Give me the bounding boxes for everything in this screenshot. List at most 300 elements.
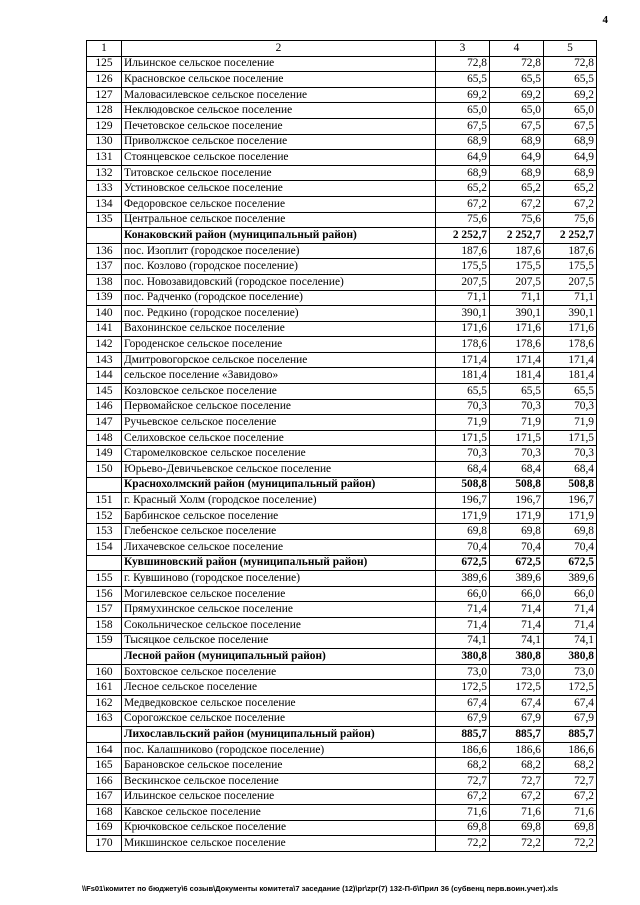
value-col3: 69,8 [436, 524, 490, 540]
row-number: 170 [87, 836, 122, 852]
table-row [87, 493, 597, 509]
value-col4: 172,5 [490, 680, 544, 696]
settlement-name: Прямухинское сельское поселение [122, 602, 436, 618]
value-col3: 380,8 [436, 649, 490, 665]
value-col3: 69,8 [436, 820, 490, 836]
table-row [87, 773, 597, 789]
value-col3: 67,2 [436, 789, 490, 805]
value-col4: 69,2 [490, 87, 544, 103]
value-col3: 70,3 [436, 399, 490, 415]
value-col4: 67,9 [490, 711, 544, 727]
value-col4: 71,1 [490, 290, 544, 306]
value-col3: 65,2 [436, 181, 490, 197]
row-number: 160 [87, 664, 122, 680]
table-row [87, 602, 597, 618]
row-number: 164 [87, 742, 122, 758]
district-total-row [87, 228, 597, 244]
settlement-name: Вескинское сельское поселение [122, 773, 436, 789]
row-number: 156 [87, 586, 122, 602]
header-cell-3: 3 [436, 41, 490, 57]
value-col3: 72,7 [436, 773, 490, 789]
row-number: 157 [87, 602, 122, 618]
value-col5: 65,2 [544, 181, 597, 197]
settlement-name: пос. Козлово (городское поселение) [122, 259, 436, 275]
row-number: 148 [87, 430, 122, 446]
settlement-name: Лесной район (муниципальный район) [122, 649, 436, 665]
value-col5: 207,5 [544, 274, 597, 290]
value-col4: 69,8 [490, 820, 544, 836]
value-col3: 72,8 [436, 56, 490, 72]
settlement-name: Лихославльский район (муниципальный район) [122, 727, 436, 743]
table-row [87, 352, 597, 368]
district-total-row [87, 727, 597, 743]
value-col5: 66,0 [544, 586, 597, 602]
value-col3: 65,5 [436, 72, 490, 88]
row-number: 165 [87, 758, 122, 774]
row-number: 142 [87, 337, 122, 353]
settlement-name: Устиновское сельское поселение [122, 181, 436, 197]
settlement-name: Федоровское сельское поселение [122, 196, 436, 212]
value-col5: 68,2 [544, 758, 597, 774]
value-col5: 380,8 [544, 649, 597, 665]
table-row [87, 462, 597, 478]
table-row [87, 617, 597, 633]
value-col4: 75,6 [490, 212, 544, 228]
value-col5: 71,4 [544, 602, 597, 618]
row-number: 166 [87, 773, 122, 789]
settlement-name: Ильинское сельское поселение [122, 789, 436, 805]
table-row [87, 150, 597, 166]
row-number: 134 [87, 196, 122, 212]
value-col3: 72,2 [436, 836, 490, 852]
settlement-name: Центральное сельское поселение [122, 212, 436, 228]
value-col4: 72,8 [490, 56, 544, 72]
table-row [87, 633, 597, 649]
value-col4: 74,1 [490, 633, 544, 649]
row-number: 140 [87, 306, 122, 322]
value-col4: 171,6 [490, 321, 544, 337]
settlement-name: Глебенское сельское поселение [122, 524, 436, 540]
value-col5: 67,4 [544, 695, 597, 711]
district-total-row [87, 477, 597, 493]
table-row [87, 196, 597, 212]
table-row [87, 415, 597, 431]
settlement-name: Ильинское сельское поселение [122, 56, 436, 72]
settlement-name: Козловское сельское поселение [122, 384, 436, 400]
value-col4: 68,2 [490, 758, 544, 774]
row-number: 155 [87, 571, 122, 587]
value-col4: 885,7 [490, 727, 544, 743]
value-col5: 2 252,7 [544, 228, 597, 244]
table-row [87, 368, 597, 384]
table-row [87, 243, 597, 259]
table-row [87, 695, 597, 711]
value-col3: 68,2 [436, 758, 490, 774]
table-row [87, 337, 597, 353]
file-path-footer: \\Fs01\комитет по бюджету\6 созыв\Документы комитета\7 заседание (12)\pr\zpr(7) 132-П-б\Прил 36 (субвенц перв.воин.учет).xls [81, 884, 559, 893]
table-row [87, 758, 597, 774]
value-col4: 508,8 [490, 477, 544, 493]
value-col4: 69,8 [490, 524, 544, 540]
settlement-name: Крючковское сельское поселение [122, 820, 436, 836]
value-col3: 207,5 [436, 274, 490, 290]
value-col5: 71,1 [544, 290, 597, 306]
row-number: 125 [87, 56, 122, 72]
row-number [87, 555, 122, 571]
header-row [87, 41, 597, 57]
value-col5: 885,7 [544, 727, 597, 743]
value-col3: 171,4 [436, 352, 490, 368]
value-col5: 178,6 [544, 337, 597, 353]
settlement-name: Лихачевское сельское поселение [122, 540, 436, 556]
value-col5: 72,8 [544, 56, 597, 72]
table-row [87, 820, 597, 836]
table-row [87, 259, 597, 275]
value-col4: 171,9 [490, 508, 544, 524]
table-row [87, 103, 597, 119]
value-col3: 65,0 [436, 103, 490, 119]
table-row [87, 181, 597, 197]
value-col5: 72,7 [544, 773, 597, 789]
row-number: 129 [87, 118, 122, 134]
value-col4: 390,1 [490, 306, 544, 322]
row-number: 141 [87, 321, 122, 337]
value-col3: 65,5 [436, 384, 490, 400]
table-row [87, 118, 597, 134]
value-col5: 508,8 [544, 477, 597, 493]
value-col5: 69,8 [544, 820, 597, 836]
settlement-name: г. Кувшиново (городское поселение) [122, 571, 436, 587]
value-col4: 68,9 [490, 165, 544, 181]
row-number: 159 [87, 633, 122, 649]
settlement-name: Краснохолмский район (муниципальный район) [122, 477, 436, 493]
value-col3: 71,4 [436, 617, 490, 633]
value-col4: 71,9 [490, 415, 544, 431]
value-col3: 181,4 [436, 368, 490, 384]
table-row [87, 165, 597, 181]
settlement-name: Юрьево-Девичьевское сельское поселение [122, 462, 436, 478]
table-row [87, 586, 597, 602]
table-row [87, 274, 597, 290]
value-col3: 67,5 [436, 118, 490, 134]
value-col4: 70,3 [490, 399, 544, 415]
value-col3: 68,9 [436, 134, 490, 150]
settlement-name: Тысяцкое сельское поселение [122, 633, 436, 649]
settlement-name: Бохтовское сельское поселение [122, 664, 436, 680]
value-col4: 65,2 [490, 181, 544, 197]
value-col4: 73,0 [490, 664, 544, 680]
value-col4: 71,6 [490, 805, 544, 821]
row-number: 152 [87, 508, 122, 524]
value-col4: 672,5 [490, 555, 544, 571]
row-number: 133 [87, 181, 122, 197]
settlement-name: Могилевское сельское поселение [122, 586, 436, 602]
value-col3: 2 252,7 [436, 228, 490, 244]
settlement-name: сельское поселение «Завидово» [122, 368, 436, 384]
value-col5: 65,0 [544, 103, 597, 119]
value-col5: 67,2 [544, 789, 597, 805]
row-number: 150 [87, 462, 122, 478]
value-col5: 72,2 [544, 836, 597, 852]
table-row [87, 540, 597, 556]
settlement-name: Кувшиновский район (муниципальный район) [122, 555, 436, 571]
row-number: 161 [87, 680, 122, 696]
value-col5: 68,9 [544, 134, 597, 150]
row-number: 153 [87, 524, 122, 540]
row-number [87, 727, 122, 743]
settlement-name: пос. Редкино (городское поселение) [122, 306, 436, 322]
table-row [87, 508, 597, 524]
row-number [87, 649, 122, 665]
value-col5: 65,5 [544, 384, 597, 400]
value-col3: 68,4 [436, 462, 490, 478]
table-row [87, 72, 597, 88]
header-cell-1: 1 [87, 41, 122, 57]
value-col5: 187,6 [544, 243, 597, 259]
row-number: 163 [87, 711, 122, 727]
value-col3: 74,1 [436, 633, 490, 649]
value-col5: 390,1 [544, 306, 597, 322]
value-col4: 70,4 [490, 540, 544, 556]
settlement-name: Микшинское сельское поселение [122, 836, 436, 852]
value-col5: 186,6 [544, 742, 597, 758]
row-number: 145 [87, 384, 122, 400]
value-col4: 68,9 [490, 134, 544, 150]
value-col4: 181,4 [490, 368, 544, 384]
value-col5: 71,9 [544, 415, 597, 431]
row-number: 146 [87, 399, 122, 415]
value-col3: 71,1 [436, 290, 490, 306]
value-col3: 187,6 [436, 243, 490, 259]
header-cell-5: 5 [544, 41, 597, 57]
table-row [87, 290, 597, 306]
row-number: 135 [87, 212, 122, 228]
value-col4: 196,7 [490, 493, 544, 509]
value-col4: 2 252,7 [490, 228, 544, 244]
settlement-name: Сорогожское сельское поселение [122, 711, 436, 727]
value-col3: 75,6 [436, 212, 490, 228]
value-col5: 74,1 [544, 633, 597, 649]
header-cell-2: 2 [122, 41, 436, 57]
settlement-name: Конаковский район (муниципальный район) [122, 228, 436, 244]
settlement-name: Старомелковское сельское поселение [122, 446, 436, 462]
table-row [87, 212, 597, 228]
row-number: 128 [87, 103, 122, 119]
table-row [87, 836, 597, 852]
row-number: 136 [87, 243, 122, 259]
settlement-name: Кавское сельское поселение [122, 805, 436, 821]
value-col3: 171,6 [436, 321, 490, 337]
settlement-name: Барановское сельское поселение [122, 758, 436, 774]
settlement-name: г. Красный Холм (городское поселение) [122, 493, 436, 509]
header-cell-4: 4 [490, 41, 544, 57]
settlement-name: Селиховское сельское поселение [122, 430, 436, 446]
settlement-name: Сокольническое сельское поселение [122, 617, 436, 633]
value-col5: 71,4 [544, 617, 597, 633]
value-col5: 175,5 [544, 259, 597, 275]
district-total-row [87, 649, 597, 665]
value-col5: 172,5 [544, 680, 597, 696]
value-col3: 390,1 [436, 306, 490, 322]
row-number: 162 [87, 695, 122, 711]
settlement-name: Первомайское сельское поселение [122, 399, 436, 415]
value-col4: 68,4 [490, 462, 544, 478]
value-col4: 65,5 [490, 72, 544, 88]
row-number: 149 [87, 446, 122, 462]
value-col5: 171,5 [544, 430, 597, 446]
settlement-name: Стоянцевское сельское поселение [122, 150, 436, 166]
value-col5: 68,9 [544, 165, 597, 181]
settlement-name: Красновское сельское поселение [122, 72, 436, 88]
row-number: 169 [87, 820, 122, 836]
value-col3: 70,4 [436, 540, 490, 556]
table-row [87, 321, 597, 337]
row-number: 147 [87, 415, 122, 431]
table-row [87, 306, 597, 322]
value-col3: 186,6 [436, 742, 490, 758]
settlement-name: пос. Новозавидовский (городское поселение) [122, 274, 436, 290]
row-number: 126 [87, 72, 122, 88]
value-col5: 75,6 [544, 212, 597, 228]
settlement-name: Медведковское сельское поселение [122, 695, 436, 711]
row-number: 144 [87, 368, 122, 384]
value-col5: 73,0 [544, 664, 597, 680]
table-row [87, 711, 597, 727]
value-col5: 69,2 [544, 87, 597, 103]
row-number: 127 [87, 87, 122, 103]
value-col3: 172,5 [436, 680, 490, 696]
value-col4: 178,6 [490, 337, 544, 353]
value-col5: 69,8 [544, 524, 597, 540]
row-number: 131 [87, 150, 122, 166]
value-col4: 70,3 [490, 446, 544, 462]
value-col4: 65,0 [490, 103, 544, 119]
value-col4: 187,6 [490, 243, 544, 259]
table-row [87, 805, 597, 821]
row-number [87, 228, 122, 244]
value-col5: 70,4 [544, 540, 597, 556]
value-col3: 66,0 [436, 586, 490, 602]
value-col5: 181,4 [544, 368, 597, 384]
value-col5: 68,4 [544, 462, 597, 478]
value-col4: 65,5 [490, 384, 544, 400]
row-number: 154 [87, 540, 122, 556]
value-col5: 70,3 [544, 446, 597, 462]
row-number: 132 [87, 165, 122, 181]
table-row [87, 742, 597, 758]
value-col3: 175,5 [436, 259, 490, 275]
value-col3: 389,6 [436, 571, 490, 587]
value-col5: 389,6 [544, 571, 597, 587]
table-row [87, 56, 597, 72]
value-col4: 67,5 [490, 118, 544, 134]
value-col5: 67,5 [544, 118, 597, 134]
value-col3: 71,6 [436, 805, 490, 821]
value-col3: 67,4 [436, 695, 490, 711]
table-row [87, 384, 597, 400]
value-col4: 66,0 [490, 586, 544, 602]
value-col3: 71,9 [436, 415, 490, 431]
value-col4: 389,6 [490, 571, 544, 587]
value-col3: 178,6 [436, 337, 490, 353]
table-row [87, 134, 597, 150]
row-number: 167 [87, 789, 122, 805]
value-col5: 71,6 [544, 805, 597, 821]
table-row [87, 446, 597, 462]
value-col4: 71,4 [490, 602, 544, 618]
value-col5: 672,5 [544, 555, 597, 571]
table-row [87, 524, 597, 540]
value-col5: 171,4 [544, 352, 597, 368]
district-total-row [87, 555, 597, 571]
table-row [87, 680, 597, 696]
value-col4: 207,5 [490, 274, 544, 290]
settlement-name: Неклюдовское сельское поселение [122, 103, 436, 119]
table-row [87, 87, 597, 103]
settlement-name: Дмитровогорское сельское поселение [122, 352, 436, 368]
value-col3: 196,7 [436, 493, 490, 509]
row-number [87, 477, 122, 493]
table-row [87, 399, 597, 415]
table-row [87, 664, 597, 680]
value-col3: 171,5 [436, 430, 490, 446]
settlement-name: Вахонинское сельское поселение [122, 321, 436, 337]
settlement-name: Лесное сельское поселение [122, 680, 436, 696]
value-col3: 73,0 [436, 664, 490, 680]
data-table [86, 40, 597, 852]
value-col4: 186,6 [490, 742, 544, 758]
value-col3: 64,9 [436, 150, 490, 166]
row-number: 130 [87, 134, 122, 150]
value-col4: 72,2 [490, 836, 544, 852]
value-col3: 68,9 [436, 165, 490, 181]
settlement-name: Городенское сельское поселение [122, 337, 436, 353]
value-col3: 672,5 [436, 555, 490, 571]
value-col4: 72,7 [490, 773, 544, 789]
value-col5: 171,9 [544, 508, 597, 524]
value-col5: 65,5 [544, 72, 597, 88]
value-col5: 70,3 [544, 399, 597, 415]
value-col4: 64,9 [490, 150, 544, 166]
settlement-name: пос. Изоплит (городское поселение) [122, 243, 436, 259]
row-number: 151 [87, 493, 122, 509]
value-col4: 67,4 [490, 695, 544, 711]
row-number: 137 [87, 259, 122, 275]
settlement-name: пос. Радченко (городское поселение) [122, 290, 436, 306]
value-col3: 508,8 [436, 477, 490, 493]
row-number: 138 [87, 274, 122, 290]
settlement-name: пос. Калашниково (городское поселение) [122, 742, 436, 758]
settlement-name: Барбинское сельское поселение [122, 508, 436, 524]
settlement-name: Титовское сельское поселение [122, 165, 436, 181]
page-number: 4 [602, 14, 608, 26]
row-number: 168 [87, 805, 122, 821]
value-col5: 64,9 [544, 150, 597, 166]
settlement-name: Печетовское сельское поселение [122, 118, 436, 134]
value-col3: 171,9 [436, 508, 490, 524]
value-col5: 67,2 [544, 196, 597, 212]
row-number: 158 [87, 617, 122, 633]
settlement-name: Маловасилевское сельское поселение [122, 87, 436, 103]
value-col4: 171,5 [490, 430, 544, 446]
value-col4: 171,4 [490, 352, 544, 368]
value-col4: 71,4 [490, 617, 544, 633]
row-number: 139 [87, 290, 122, 306]
value-col3: 67,9 [436, 711, 490, 727]
value-col5: 67,9 [544, 711, 597, 727]
settlement-name: Приволжское сельское поселение [122, 134, 436, 150]
value-col5: 196,7 [544, 493, 597, 509]
